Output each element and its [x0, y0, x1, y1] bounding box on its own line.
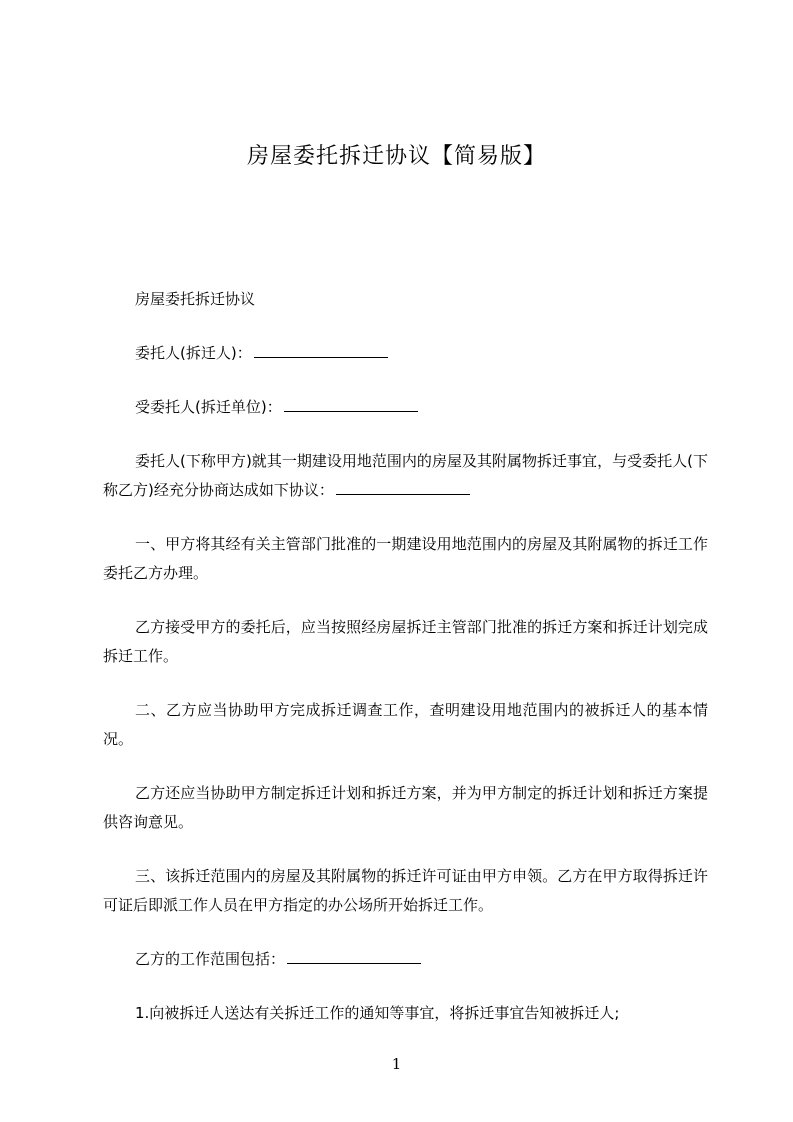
paragraph — [103, 779, 708, 837]
paragraph — [103, 393, 708, 422]
paragraph-text: 委托人(拆迁人)： — [135, 344, 252, 362]
document-body — [103, 285, 708, 1053]
paragraph-text: 二、乙方应当协助甲方完成拆迁调查工作，查明建设用地范围内的被拆迁人的基本情况。 — [103, 701, 708, 748]
paragraph-text: 三、该拆迁范围内的房屋及其附属物的拆迁许可证由甲方申领。乙方在甲方取得拆迁许可证后即派工作人员在甲方指定的办公场所开始拆迁工作。 — [103, 867, 708, 914]
fill-in-blank[interactable] — [336, 477, 470, 495]
fill-in-blank[interactable] — [254, 340, 388, 358]
paragraph-text: 1.向被拆迁人送达有关拆迁工作的通知等事宜，将拆迁事宜告知被拆迁人; — [135, 1004, 620, 1022]
paragraph-text: 乙方还应当协助甲方制定拆迁计划和拆迁方案，并为甲方制定的拆迁计划和拆迁方案提供咨询意见。 — [103, 784, 708, 831]
fill-in-blank[interactable] — [287, 946, 421, 964]
paragraph — [103, 999, 708, 1028]
page-number: 1 — [391, 1055, 402, 1073]
paragraph — [103, 945, 708, 974]
paragraph-text: 受委托人(拆迁单位)： — [135, 398, 282, 416]
fill-in-blank[interactable] — [284, 394, 418, 412]
paragraph — [103, 530, 708, 588]
paragraph-text: 委托人(下称甲方)就其一期建设用地范围内的房屋及其附属物拆迁事宜，与受委托人(下称乙方)经充分协商达成如下协议： — [103, 452, 708, 499]
paragraph — [103, 613, 708, 671]
paragraph-text: 一、甲方将其经有关主管部门批准的一期建设用地范围内的房屋及其附属物的拆迁工作委托乙方办理。 — [103, 535, 708, 582]
paragraph — [103, 285, 708, 314]
paragraph-text: 房屋委托拆迁协议 — [135, 290, 256, 308]
paragraph-text: 乙方接受甲方的委托后，应当按照经房屋拆迁主管部门批准的拆迁方案和拆迁计划完成拆迁工作。 — [103, 618, 708, 665]
paragraph — [103, 862, 708, 920]
paragraph — [103, 339, 708, 368]
paragraph-text: 乙方的工作范围包括： — [135, 950, 286, 968]
paragraph — [103, 696, 708, 754]
paragraph — [103, 447, 708, 505]
document-title: 房屋委托拆迁协议【简易版】 — [246, 144, 546, 169]
